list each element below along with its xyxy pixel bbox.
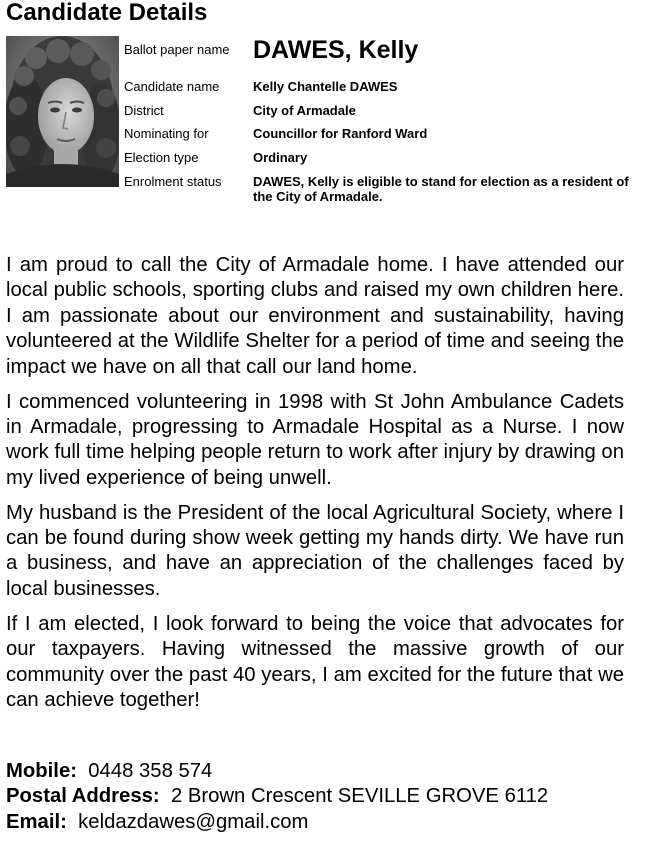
candidate-statement bbox=[6, 253, 624, 723]
candidate-portrait-image bbox=[6, 36, 119, 187]
email-label: Email: bbox=[6, 810, 67, 833]
statement-paragraph: I commenced volunteering in 1998 with St John Ambulance Cadets in Armadale, progressing to Armadale Hospital as a Nurse. I now work full time helping people return to work after injury by drawing on my lived experience of being unwell. bbox=[6, 390, 624, 489]
postal-address-value: 2 Brown Crescent SEVILLE GROVE 6112 bbox=[170, 785, 549, 808]
enrolment-status-value: DAWES, Kelly is eligible to stand for election as a resident of the City of Armadale. bbox=[253, 174, 629, 204]
mobile-row bbox=[6, 759, 646, 784]
statement-paragraph: If I am elected, I look forward to being the voice that advocates for our taxpayers. Having witnessed the massive growth of our community over the past 40 years, I am excited for the future that we can achieve together! bbox=[6, 612, 624, 711]
candidate-name-value: Kelly Chantelle DAWES bbox=[253, 79, 398, 94]
statement-paragraph: I am proud to call the City of Armadale home. I have attended our local public schools, sporting clubs and raised my own children here. I am passionate about our environment and sustainability, having volunteered at the Wildlife Shelter for a period of time and seeing the impact we have on all that call our land home. bbox=[6, 254, 624, 378]
nominating-for-value: Councillor for Ranford Ward bbox=[253, 126, 428, 141]
statement-paragraph: My husband is the President of the local Agricultural Society, where I can be found during show week getting my hands dirty. We have run a business, and have an appreciation of the challenges faced by local businesses. bbox=[6, 501, 624, 600]
postal-address-label: Postal Address: bbox=[6, 785, 160, 808]
mobile-label: Mobile: bbox=[6, 760, 77, 782]
district-label: District bbox=[124, 103, 164, 118]
candidate-name-label: Candidate name bbox=[124, 79, 220, 94]
contact-details bbox=[6, 759, 646, 835]
election-type-value: Ordinary bbox=[253, 150, 308, 165]
page-title: Candidate Details bbox=[6, 0, 208, 26]
ballot-paper-name: DAWES, Kelly bbox=[253, 36, 419, 64]
email-value: keldazdawes@gmail.com bbox=[78, 810, 309, 833]
ballot-paper-name-label: Ballot paper name bbox=[124, 42, 230, 57]
election-type-label: Election type bbox=[124, 150, 199, 165]
nominating-for-label: Nominating for bbox=[124, 126, 209, 141]
postal-address-row bbox=[6, 784, 646, 809]
district-value: City of Armadale bbox=[253, 103, 356, 118]
email-row bbox=[6, 810, 646, 835]
mobile-value: 0448 358 574 bbox=[88, 760, 213, 782]
enrolment-status-label: Enrolment status bbox=[124, 174, 222, 189]
candidate-photo bbox=[6, 36, 119, 187]
